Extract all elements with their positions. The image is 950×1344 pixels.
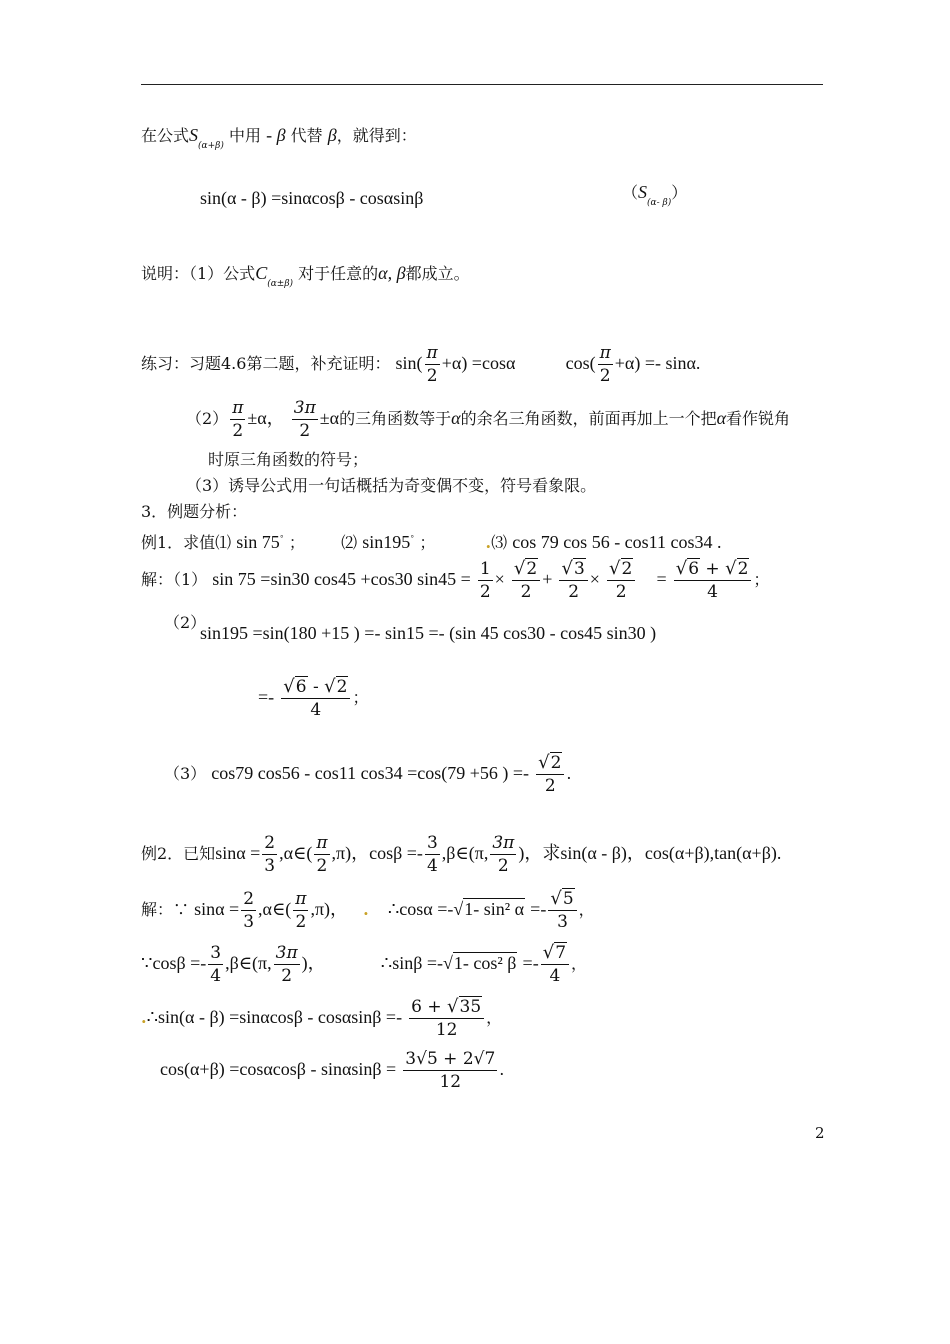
numerator: 3√5 + 2√7 [405,1049,496,1069]
denominator: 2 [316,856,328,876]
sine-difference-formula [200,187,423,209]
item-label: ⑵ [341,533,358,552]
fraction: $\frac{√2}{2}$ [512,558,540,603]
note-text: 的三角函数等于 [339,409,452,428]
example-label: 例1．求值⑴ [141,533,232,552]
note-text: 都成立。 [405,264,470,283]
math-expr: sinα = [215,843,261,863]
intro-text: 在公式 [141,126,190,145]
intro-text: 代替 [290,126,323,145]
math-expr: β [327,125,337,145]
denominator: 2 [479,582,491,602]
note-text: （3）诱导公式用一句话概括为奇变偶不变，符号看象限。 [186,476,597,495]
numerator: 5 [562,889,574,909]
fraction [208,942,223,987]
math-expr: ,β∈(π, [225,953,272,973]
fraction [241,888,256,933]
solution-6: .∴sin(α - β) =sinαcosβ - cosαsinβ =- $\frac{6 + √35}{12}$ ， [141,996,503,1040]
formula-symbol: C [255,263,268,283]
separator: ； [753,570,770,589]
radicand: 1- cos² β [453,953,517,973]
separator: ， [486,1008,503,1027]
solution-label: （3） [164,764,207,783]
denominator: 2 [299,421,311,441]
page-number: 2 [815,1124,825,1142]
numerator: 7 [555,943,567,963]
exercise-line [141,342,700,387]
numerator: 6 [295,677,307,697]
fraction [262,832,277,877]
math-expr: ±α， [247,408,285,428]
section-title: 3．例题分析： [141,502,248,521]
fraction [403,1048,497,1093]
numerator: 6 [688,559,700,579]
math-expr: cos(α+β) =cosαcosβ - sinαsinβ = [160,1059,397,1079]
denominator: 2 [497,856,509,876]
math-expr: α, β [378,263,406,283]
math-expr: =- [258,687,275,707]
fraction: $\frac{√2}{2}$ [536,752,564,797]
math-expr: - β [266,125,286,145]
numerator: π [295,889,307,909]
denominator: 2 [520,582,532,602]
math-expr: sin(α - β) =sinαcosβ - cosαsinβ [200,188,424,208]
intro-text: 中用 [228,126,261,145]
note-text: 说明：（1）公式 [141,264,256,283]
fraction: $\frac{√7}{4}$ [541,942,569,987]
example-1: 例1．求值⑴ sin 75° ； ⑵ sin195° ； .⑶ cos 79 cos 56 - cos11 cos34 . [141,532,722,552]
math-expr: ±α [319,408,340,428]
numerator: 2 [243,889,255,909]
math-expr: sinα = [194,899,240,919]
separator: ； [288,533,305,552]
solution-2 [200,622,656,644]
math-expr: ,α∈( [279,843,313,863]
denominator: 3 [264,856,276,876]
fraction: $\frac{6 + √35}{12}$ [409,996,484,1041]
denominator: 4 [549,966,561,986]
separator: ， [571,954,588,973]
numerator: 2 [621,559,633,579]
math-expr: )，求sin(α - β)，cos(α+β),tan(α+β). [518,843,782,863]
formula-symbol: S [189,125,199,145]
denominator: 2 [615,582,627,602]
math-expr: ∴sin(α - β) =sinαcosβ - cosαsinβ =- [146,1007,403,1027]
numerator: 2 [336,677,348,697]
intro-text: ，就得到： [336,126,417,145]
intro-line [141,124,417,157]
fraction [292,397,318,442]
separator: ； [419,533,436,552]
solution-7 [160,1048,504,1093]
fraction [314,832,329,877]
numerator: 6 + [411,997,442,1017]
note-3 [186,475,596,497]
note-text: 看作锐角 [726,409,791,428]
separator: ； [352,688,369,707]
fraction [274,942,300,987]
math-expr: ,β∈(π, [441,843,489,863]
formula-subscript: (α±β) [267,279,294,289]
paren: （ [622,183,639,202]
exercise-label: 练习：习题4.6第二题，补充证明： [141,354,391,373]
denominator: 12 [439,1072,462,1092]
fraction [293,888,308,933]
denominator: 2 [544,776,556,796]
math-expr: +α) =cosα [441,353,516,373]
section-heading [141,501,247,523]
fraction: $\frac{√2}{2}$ [607,558,635,603]
denominator: 4 [707,582,718,602]
numerator: 3π [293,398,316,418]
math-expr: sin195 [362,532,411,552]
separator: ， [578,900,595,919]
math-expr: ∵cosβ =- [141,953,207,973]
fraction [490,832,516,877]
fraction [598,342,613,387]
numerator: 1 [479,559,491,579]
math-expr: ∴sinβ =- [380,953,444,973]
formula-subscript: (α+β) [198,141,224,151]
denominator: 2 [281,966,293,986]
denominator: 2 [568,582,580,602]
numerator: π [426,343,438,363]
numerator: 2 [550,753,562,773]
numerator: 35 [459,997,482,1017]
denominator: 4 [210,966,222,986]
denominator: 2 [599,366,611,386]
numerator: 2 [526,559,538,579]
math-expr: α [451,408,461,428]
numerator: 2 [264,833,276,853]
solution-label: 解：∵ [141,900,190,919]
formula-symbol: S [638,182,648,202]
example-label: 例2．已知 [141,844,216,863]
solution-4: 解：∵ sinα = $\frac{2}{3}$ ,α∈( $\frac{\pi}{2}$ ,π)， . ∴cosα =-√1- sin² α =- $\frac{√5}{3}$ ， [141,888,595,932]
denominator: 2 [232,421,244,441]
separator: . [566,764,572,783]
math-expr: ,π)， [310,899,349,919]
numerator: 3 [573,559,585,579]
math-expr: α [716,408,727,428]
note-text: 对于任意的 [298,264,379,283]
numerator: π [316,833,328,853]
fraction [425,832,440,877]
numerator: 2 [737,559,749,579]
fraction [478,558,493,603]
fraction: $\frac{√6 + √2}{4}$ [674,558,752,603]
solution-2-result [258,676,368,721]
math-expr: sin 75 [236,532,280,552]
solution-5: ∵cosβ =- $\frac{3}{4}$ ,β∈(π, $\frac{3\pi}{2}$ )， ∴sinβ =-√1- cos² β =- $\frac{√7}{4}$ ， [141,942,588,986]
fraction: $\frac{√5}{3}$ [548,888,576,933]
math-expr: sin 75 =sin30 cos45 +cos30 sin45 = [212,569,471,589]
numerator: 3π [492,833,515,853]
solution-3 [164,752,572,797]
denominator: 3 [243,912,255,932]
numerator: 3 [210,943,222,963]
fraction: $\frac{√6 - √2}{4}$ [281,676,350,721]
formula-label [622,181,687,214]
math-expr: cos 79 cos 56 - cos11 cos34 . [512,532,722,552]
denominator: 3 [557,912,568,932]
note-text: （2） [186,409,229,428]
numerator: π [599,343,611,363]
numerator: π [232,398,244,418]
note-2-continued [208,449,368,471]
math-expr: cos( [565,353,596,373]
denominator: 2 [426,366,438,386]
separator: . [499,1060,505,1079]
numerator: 3 [426,833,438,853]
paren: ） [671,183,688,202]
math-expr: sin( [395,353,423,373]
item-label: ⑶ [491,533,508,552]
formula-subscript: (α- β) [647,198,672,208]
note-text: 时原三角函数的符号； [208,450,369,469]
math-expr: +α) =- sinα. [614,353,701,373]
math-expr: ,π)，cosβ =- [331,843,423,863]
math-expr: sin195 =sin(180 +15 ) =- sin15 =- (sin 45 cos30 - cos45 sin30 ) [200,623,657,643]
note-2 [186,397,790,442]
math-expr: )， [301,953,326,973]
fraction: $\frac{√3}{2}$ [559,558,587,603]
math-expr: =- [522,953,539,973]
numerator: 3π [275,943,298,963]
header-rule [141,84,823,85]
denominator: 12 [435,1020,458,1040]
fraction [230,397,245,442]
math-expr: ∴cosα =- [387,899,454,919]
solution-1: 解：（1） sin 75 =sin30 cos45 +cos30 sin45 = $\frac{1}{2}$ × $\frac{√2}{2}$ + $\frac{√3}{2}$ × $\frac{√2}{2}$ = $\frac{√6 + √2}{4}$ ； [141,558,770,602]
denominator: 2 [295,912,307,932]
radicand: 1- sin² α [464,899,525,919]
math-expr: ,α∈( [258,899,292,919]
example-2 [141,832,781,877]
note-text: 的余名三角函数，前面再加上一个把 [460,409,717,428]
solution-label: （2） [164,613,207,632]
denominator: 4 [426,856,438,876]
math-expr: =- [530,899,547,919]
solution-label: 解：（1） [141,570,208,589]
math-expr: cos79 cos56 - cos11 cos34 =cos(79 +56 ) =- [211,763,530,783]
denominator: 4 [310,700,322,720]
fraction [425,342,440,387]
note-1 [141,262,470,295]
